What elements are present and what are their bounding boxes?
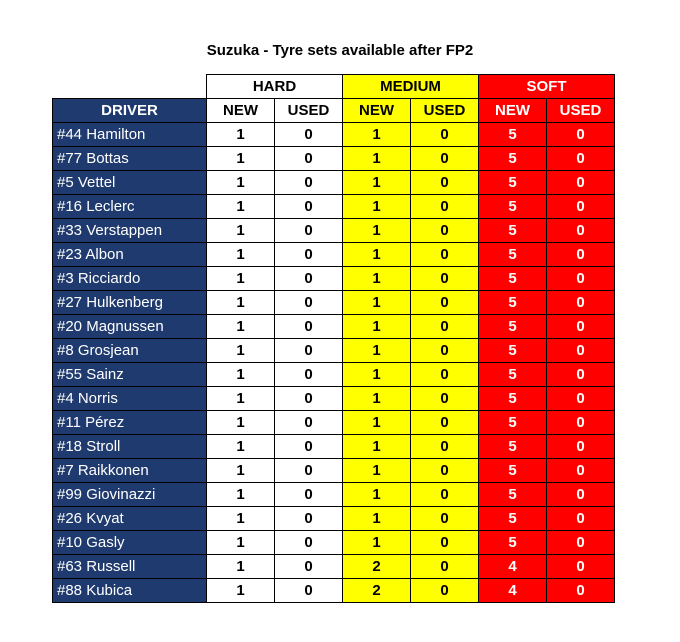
hard-new-cell: 1: [207, 483, 275, 507]
medium-used-cell: 0: [411, 435, 479, 459]
medium-new-cell: 1: [343, 243, 411, 267]
hard-new-cell: 1: [207, 123, 275, 147]
medium-used-cell: 0: [411, 363, 479, 387]
table-row: [53, 579, 615, 603]
soft-new-cell: 5: [479, 459, 547, 483]
medium-new-cell: 1: [343, 315, 411, 339]
table-row: [53, 555, 615, 579]
soft-new-cell: 5: [479, 291, 547, 315]
soft-used-cell: 0: [547, 435, 615, 459]
driver-cell: #10 Gasly: [53, 531, 207, 555]
medium-new-cell: 1: [343, 387, 411, 411]
medium-new-cell: 1: [343, 483, 411, 507]
table-row: [53, 123, 615, 147]
soft-used-cell: 0: [547, 483, 615, 507]
medium-new-cell: 1: [343, 363, 411, 387]
table-row: [53, 195, 615, 219]
soft-used-cell: 0: [547, 579, 615, 603]
soft-used-cell: 0: [547, 507, 615, 531]
hard-used-cell: 0: [275, 219, 343, 243]
hard-new-header: NEW: [207, 99, 275, 123]
soft-used-header: USED: [547, 99, 615, 123]
driver-cell: #77 Bottas: [53, 147, 207, 171]
driver-rows: [53, 123, 615, 603]
soft-new-cell: 5: [479, 195, 547, 219]
hard-used-cell: 0: [275, 435, 343, 459]
medium-new-cell: 1: [343, 291, 411, 315]
soft-used-cell: 0: [547, 339, 615, 363]
hard-new-cell: 1: [207, 339, 275, 363]
medium-used-cell: 0: [411, 483, 479, 507]
hard-used-cell: 0: [275, 507, 343, 531]
soft-new-cell: 5: [479, 507, 547, 531]
table-row: [53, 411, 615, 435]
medium-new-cell: 2: [343, 555, 411, 579]
driver-cell: #99 Giovinazzi: [53, 483, 207, 507]
table-row: [53, 219, 615, 243]
hard-new-cell: 1: [207, 555, 275, 579]
table-row: [53, 171, 615, 195]
soft-new-cell: 5: [479, 363, 547, 387]
medium-used-cell: 0: [411, 267, 479, 291]
soft-new-cell: 4: [479, 555, 547, 579]
medium-new-cell: 1: [343, 411, 411, 435]
soft-used-cell: 0: [547, 267, 615, 291]
medium-used-cell: 0: [411, 195, 479, 219]
hard-used-header: USED: [275, 99, 343, 123]
hard-used-cell: 0: [275, 339, 343, 363]
driver-cell: #4 Norris: [53, 387, 207, 411]
soft-used-cell: 0: [547, 555, 615, 579]
hard-new-cell: 1: [207, 531, 275, 555]
medium-new-cell: 1: [343, 459, 411, 483]
hard-used-cell: 0: [275, 291, 343, 315]
medium-used-cell: 0: [411, 171, 479, 195]
medium-used-cell: 0: [411, 579, 479, 603]
table-row: [53, 363, 615, 387]
hard-new-cell: 1: [207, 147, 275, 171]
soft-used-cell: 0: [547, 243, 615, 267]
soft-used-cell: 0: [547, 219, 615, 243]
hard-new-cell: 1: [207, 579, 275, 603]
table-row: [53, 435, 615, 459]
medium-new-cell: 1: [343, 123, 411, 147]
driver-cell: #8 Grosjean: [53, 339, 207, 363]
hard-new-cell: 1: [207, 507, 275, 531]
driver-cell: #26 Kvyat: [53, 507, 207, 531]
medium-new-cell: 1: [343, 147, 411, 171]
hard-used-cell: 0: [275, 459, 343, 483]
soft-new-cell: 5: [479, 243, 547, 267]
medium-used-cell: 0: [411, 459, 479, 483]
medium-used-cell: 0: [411, 243, 479, 267]
hard-new-cell: 1: [207, 195, 275, 219]
hard-used-cell: 0: [275, 195, 343, 219]
medium-used-cell: 0: [411, 147, 479, 171]
hard-used-cell: 0: [275, 531, 343, 555]
medium-new-cell: 1: [343, 435, 411, 459]
table-row: [53, 291, 615, 315]
soft-new-cell: 5: [479, 531, 547, 555]
soft-used-cell: 0: [547, 315, 615, 339]
soft-new-cell: 5: [479, 411, 547, 435]
driver-cell: #7 Raikkonen: [53, 459, 207, 483]
table-row: [53, 147, 615, 171]
hard-new-cell: 1: [207, 219, 275, 243]
hard-header: HARD: [207, 75, 343, 99]
medium-new-cell: 1: [343, 507, 411, 531]
hard-used-cell: 0: [275, 579, 343, 603]
table-row: [53, 339, 615, 363]
medium-new-cell: 1: [343, 339, 411, 363]
hard-new-cell: 1: [207, 411, 275, 435]
medium-new-cell: 1: [343, 195, 411, 219]
soft-used-cell: 0: [547, 531, 615, 555]
soft-used-cell: 0: [547, 195, 615, 219]
driver-cell: #5 Vettel: [53, 171, 207, 195]
medium-new-header: NEW: [343, 99, 411, 123]
soft-used-cell: 0: [547, 459, 615, 483]
medium-used-cell: 0: [411, 123, 479, 147]
table-row: [53, 531, 615, 555]
hard-new-cell: 1: [207, 435, 275, 459]
hard-used-cell: 0: [275, 243, 343, 267]
soft-new-cell: 5: [479, 435, 547, 459]
driver-cell: #20 Magnussen: [53, 315, 207, 339]
table-row: [53, 243, 615, 267]
driver-cell: #23 Albon: [53, 243, 207, 267]
soft-new-cell: 4: [479, 579, 547, 603]
soft-used-cell: 0: [547, 291, 615, 315]
medium-used-cell: 0: [411, 291, 479, 315]
medium-used-cell: 0: [411, 531, 479, 555]
soft-new-cell: 5: [479, 483, 547, 507]
hard-new-cell: 1: [207, 171, 275, 195]
soft-new-cell: 5: [479, 123, 547, 147]
table-row: [53, 483, 615, 507]
soft-used-cell: 0: [547, 147, 615, 171]
soft-new-cell: 5: [479, 267, 547, 291]
driver-cell: #63 Russell: [53, 555, 207, 579]
soft-new-cell: 5: [479, 339, 547, 363]
soft-new-cell: 5: [479, 171, 547, 195]
hard-used-cell: 0: [275, 363, 343, 387]
soft-used-cell: 0: [547, 123, 615, 147]
soft-used-cell: 0: [547, 411, 615, 435]
table-row: [53, 387, 615, 411]
medium-used-cell: 0: [411, 387, 479, 411]
soft-header: SOFT: [479, 75, 615, 99]
table-row: [53, 267, 615, 291]
hard-used-cell: 0: [275, 387, 343, 411]
hard-used-cell: 0: [275, 483, 343, 507]
driver-header: DRIVER: [53, 99, 207, 123]
hard-new-cell: 1: [207, 363, 275, 387]
soft-new-cell: 5: [479, 147, 547, 171]
medium-new-cell: 1: [343, 171, 411, 195]
hard-used-cell: 0: [275, 315, 343, 339]
driver-cell: #88 Kubica: [53, 579, 207, 603]
hard-new-cell: 1: [207, 267, 275, 291]
table-row: [53, 507, 615, 531]
header-blank: [53, 75, 207, 99]
hard-used-cell: 0: [275, 171, 343, 195]
medium-used-cell: 0: [411, 555, 479, 579]
driver-cell: #18 Stroll: [53, 435, 207, 459]
medium-new-cell: 1: [343, 219, 411, 243]
driver-cell: #33 Verstappen: [53, 219, 207, 243]
soft-new-cell: 5: [479, 315, 547, 339]
tyre-table: [52, 74, 615, 603]
driver-cell: #11 Pérez: [53, 411, 207, 435]
medium-new-cell: 2: [343, 579, 411, 603]
hard-used-cell: 0: [275, 267, 343, 291]
medium-new-cell: 1: [343, 267, 411, 291]
driver-cell: #27 Hulkenberg: [53, 291, 207, 315]
subheader-row: [53, 99, 615, 123]
medium-used-cell: 0: [411, 339, 479, 363]
table-row: [53, 315, 615, 339]
compound-header-row: [53, 75, 615, 99]
hard-new-cell: 1: [207, 315, 275, 339]
driver-cell: #3 Ricciardo: [53, 267, 207, 291]
soft-used-cell: 0: [547, 363, 615, 387]
medium-used-cell: 0: [411, 411, 479, 435]
hard-used-cell: 0: [275, 147, 343, 171]
soft-used-cell: 0: [547, 387, 615, 411]
soft-new-cell: 5: [479, 219, 547, 243]
hard-used-cell: 0: [275, 123, 343, 147]
medium-new-cell: 1: [343, 531, 411, 555]
hard-new-cell: 1: [207, 243, 275, 267]
medium-header: MEDIUM: [343, 75, 479, 99]
driver-cell: #16 Leclerc: [53, 195, 207, 219]
medium-used-cell: 0: [411, 315, 479, 339]
page-title: Suzuka - Tyre sets available after FP2: [206, 42, 474, 59]
driver-cell: #44 Hamilton: [53, 123, 207, 147]
driver-cell: #55 Sainz: [53, 363, 207, 387]
hard-used-cell: 0: [275, 555, 343, 579]
hard-new-cell: 1: [207, 459, 275, 483]
hard-new-cell: 1: [207, 387, 275, 411]
medium-used-header: USED: [411, 99, 479, 123]
soft-used-cell: 0: [547, 171, 615, 195]
medium-used-cell: 0: [411, 507, 479, 531]
table-row: [53, 459, 615, 483]
hard-used-cell: 0: [275, 411, 343, 435]
hard-new-cell: 1: [207, 291, 275, 315]
medium-used-cell: 0: [411, 219, 479, 243]
soft-new-cell: 5: [479, 387, 547, 411]
soft-new-header: NEW: [479, 99, 547, 123]
